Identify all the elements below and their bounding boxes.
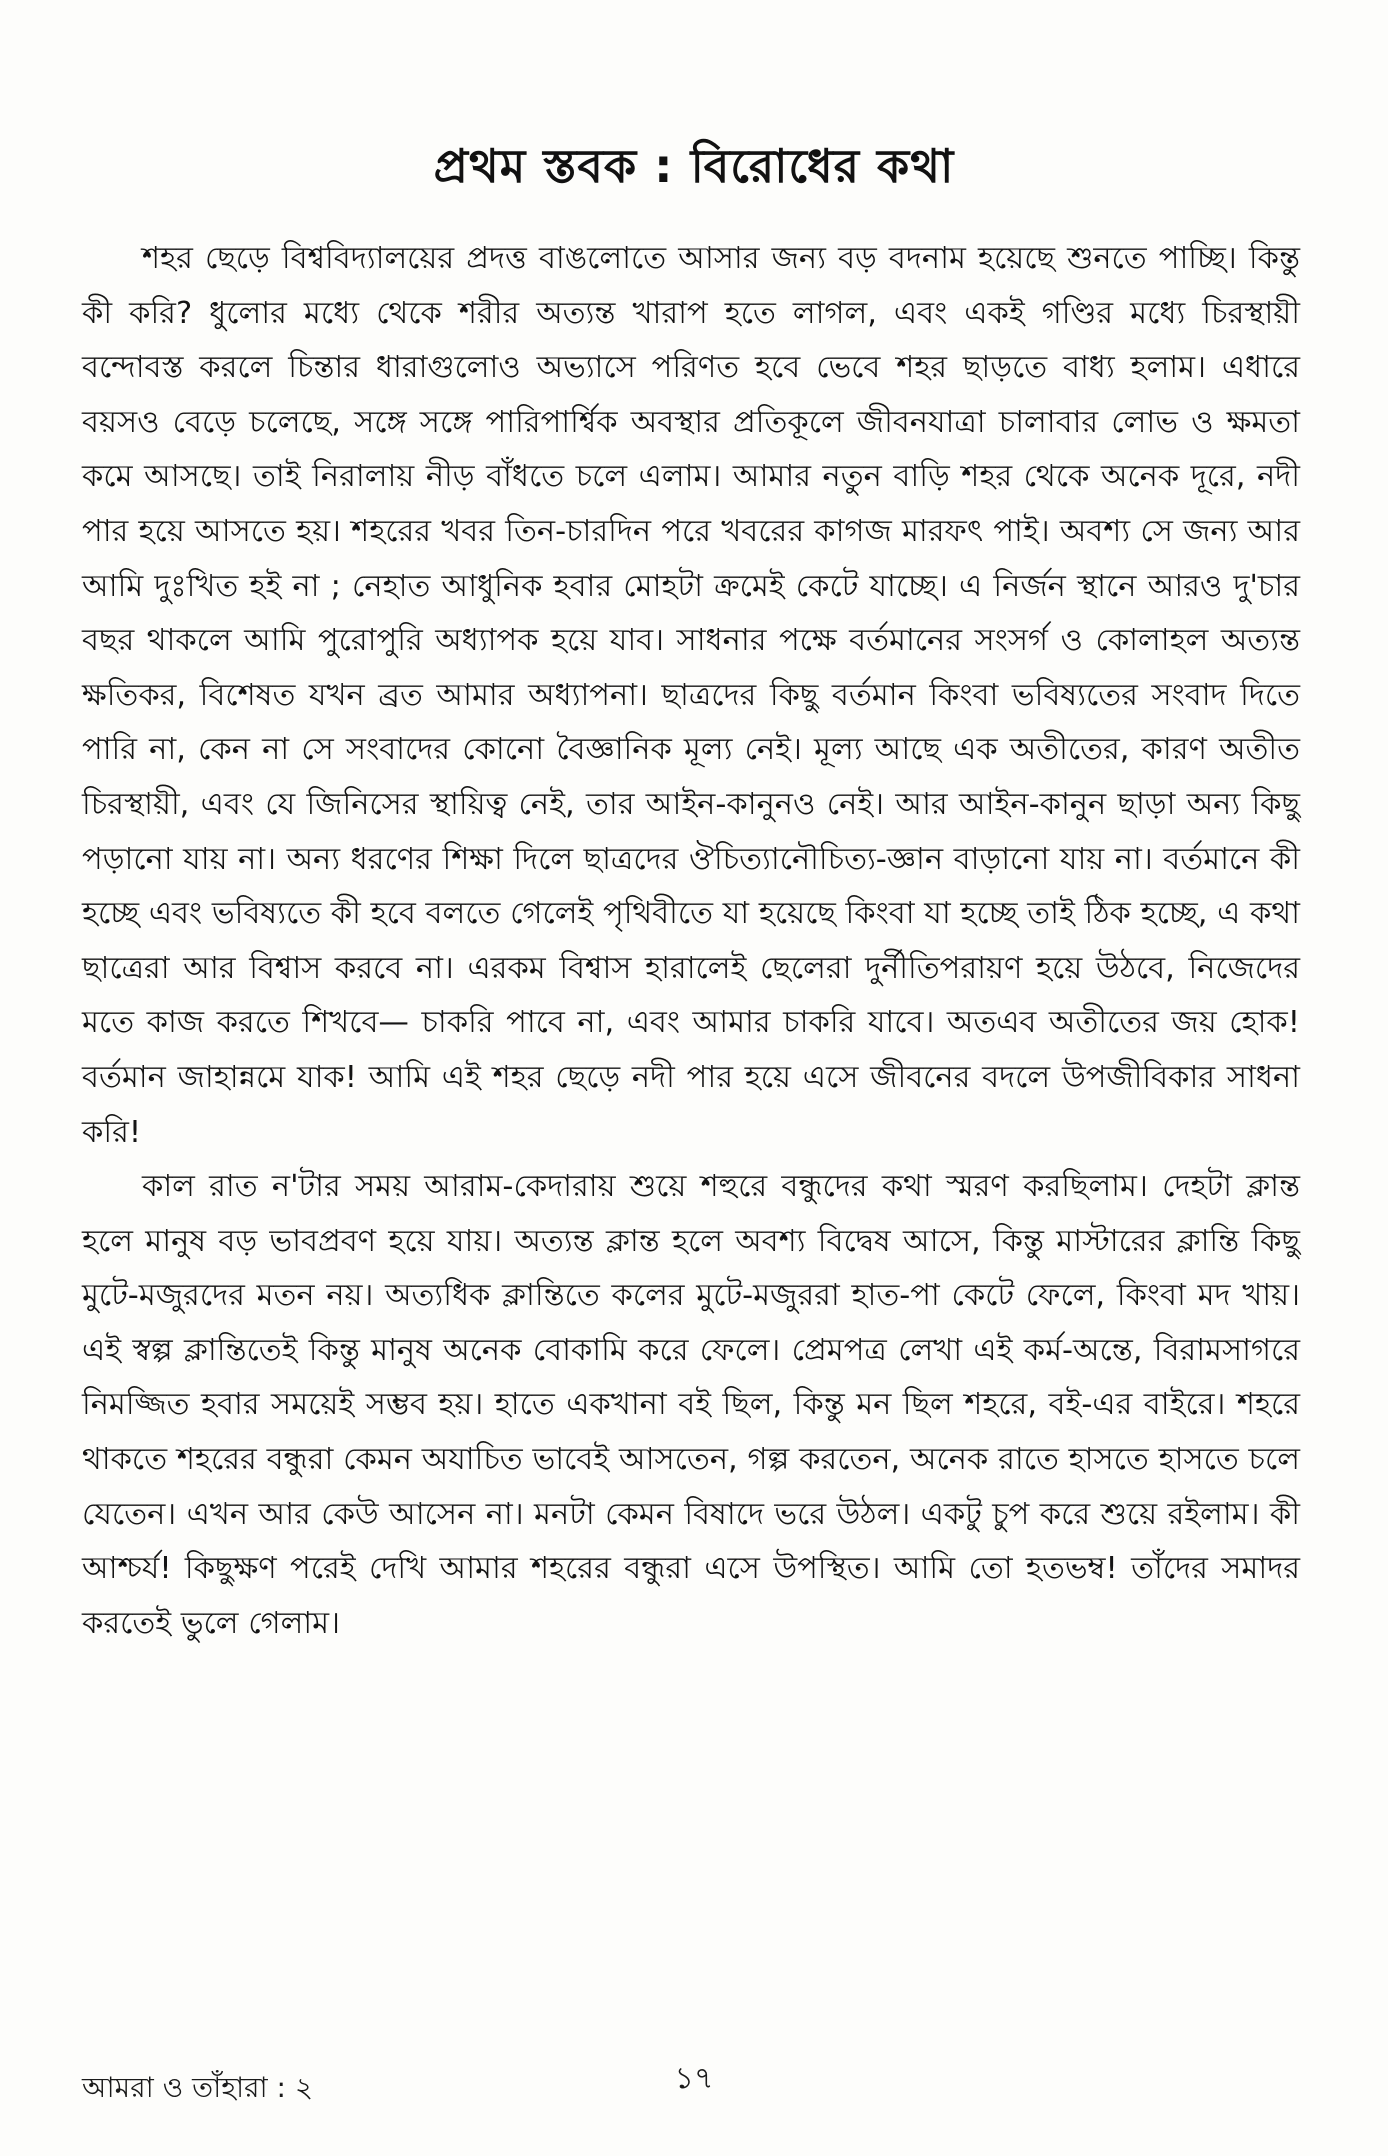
page-number: ১৭ (674, 2061, 714, 2096)
body-text (82, 232, 1300, 1651)
running-title: আমরা ও তাঁহারা : ২ (82, 2071, 314, 2104)
chapter-title: প্রথম স্তবক : বিরোধের কথা (433, 138, 955, 193)
page-footer (0, 2061, 1388, 2116)
paragraph-1: শহর ছেড়ে বিশ্ববিদ্যালয়ের প্রদত্ত বাঙলোতে আসার জন্য বড় বদনাম হয়েছে শুনতে পাচ্ছি। কিন্তু কী করি? ধুলোর মধ্যে থেকে শরীর অত্যন্ত খারাপ হতে লাগল, এবং একই গণ্ডির মধ্যে চিরস্থায়ী বন্দোবস্ত করলে চিন্তার ধারাগুলোও অভ্যাসে পরিণত হবে ভেবে শহর ছাড়তে বাধ্য হলাম। এধারে বয়সও বেড়ে চলেছে, সঙ্গে সঙ্গে পারিপার্শ্বিক অবস্থার প্রতিকূলে জীবনযাত্রা চালাবার লোভ ও ক্ষমতা কমে আসছে। তাই নিরালায় নীড় বাঁধতে চলে এলাম। আমার নতুন বাড়ি শহর থেকে অনেক দূরে, নদী পার হয়ে আসতে হয়। শহরের খবর তিন-চারদিন পরে খবরের কাগজ মারফৎ পাই। অবশ্য সে জন্য আর আমি দুঃখিত হই না ; নেহাত আধুনিক হবার মোহটা ক্রমেই কেটে যাচ্ছে। এ নির্জন স্থানে আরও দু'চার বছর থাকলে আমি পুরোপুরি অধ্যাপক হয়ে যাব। সাধনার পক্ষে বর্তমানের সংসর্গ ও কোলাহল অত্যন্ত ক্ষতিকর, বিশেষত যখন ব্রত আমার অধ্যাপনা। ছাত্রদের কিছু বর্তমান কিংবা ভবিষ্যতের সংবাদ দিতে পারি না, কেন না সে সংবাদের কোনো বৈজ্ঞানিক মূল্য নেই। মূল্য আছে এক অতীতের, কারণ অতীত চিরস্থায়ী, এবং যে জিনিসের স্থায়িত্ব নেই, তার আইন-কানুনও নেই। আর আইন-কানুন ছাড়া অন্য কিছু পড়ানো যায় না। অন্য ধরণের শিক্ষা দিলে ছাত্রদের ঔচিত্যানৌচিত্য-জ্ঞান বাড়ানো যায় না। বর্তমানে কী হচ্ছে এবং ভবিষ্যতে কী হবে বলতে গেলেই পৃথিবীতে যা হয়েছে কিংবা যা হচ্ছে তাই ঠিক হচ্ছে, এ কথা ছাত্রেরা আর বিশ্বাস করবে না। এরকম বিশ্বাস হারালেই ছেলেরা দুর্নীতিপরায়ণ হয়ে উঠবে, নিজেদের মতে কাজ করতে শিখবে— চাকরি পাবে না, এবং আমার চাকরি যাবে। অতএব অতীতের জয় হোক! বর্তমান জাহান্নমে যাক! আমি এই শহর ছেড়ে নদী পার হয়ে এসে জীবনের বদলে উপজীবিকার সাধনা করি! (82, 241, 1300, 1150)
paragraph-2: কাল রাত ন'টার সময় আরাম-কেদারায় শুয়ে শহুরে বন্ধুদের কথা স্মরণ করছিলাম। দেহটা ক্লান্ত হলে মানুষ বড় ভাবপ্রবণ হয়ে যায়। অত্যন্ত ক্লান্ত হলে অবশ্য বিদ্বেষ আসে, কিন্তু মাস্টারের ক্লান্তি কিছু মুটে-মজুরদের মতন নয়। অত্যধিক ক্লান্তিতে কলের মুটে-মজুররা হাত-পা কেটে ফেলে, কিংবা মদ খায়। এই স্বল্প ক্লান্তিতেই কিন্তু মানুষ অনেক বোকামি করে ফেলে। প্রেমপত্র লেখা এই কর্ম-অন্তে, বিরামসাগরে নিমজ্জিত হবার সময়েই সম্ভব হয়। হাতে একখানা বই ছিল, কিন্তু মন ছিল শহরে, বই-এর বাইরে। শহরে থাকতে শহরের বন্ধুরা কেমন অযাচিত ভাবেই আসতেন, গল্প করতেন, অনেক রাতে হাসতে হাসতে চলে যেতেন। এখন আর কেউ আসেন না। মনটা কেমন বিষাদে ভরে উঠল। একটু চুপ করে শুয়ে রইলাম। কী আশ্চর্য! কিছুক্ষণ পরেই দেখি আমার শহরের বন্ধুরা এসে উপস্থিত। আমি তো হতভম্ব! তাঁদের সমাদর করতেই ভুলে গেলাম। (82, 1169, 1300, 1641)
